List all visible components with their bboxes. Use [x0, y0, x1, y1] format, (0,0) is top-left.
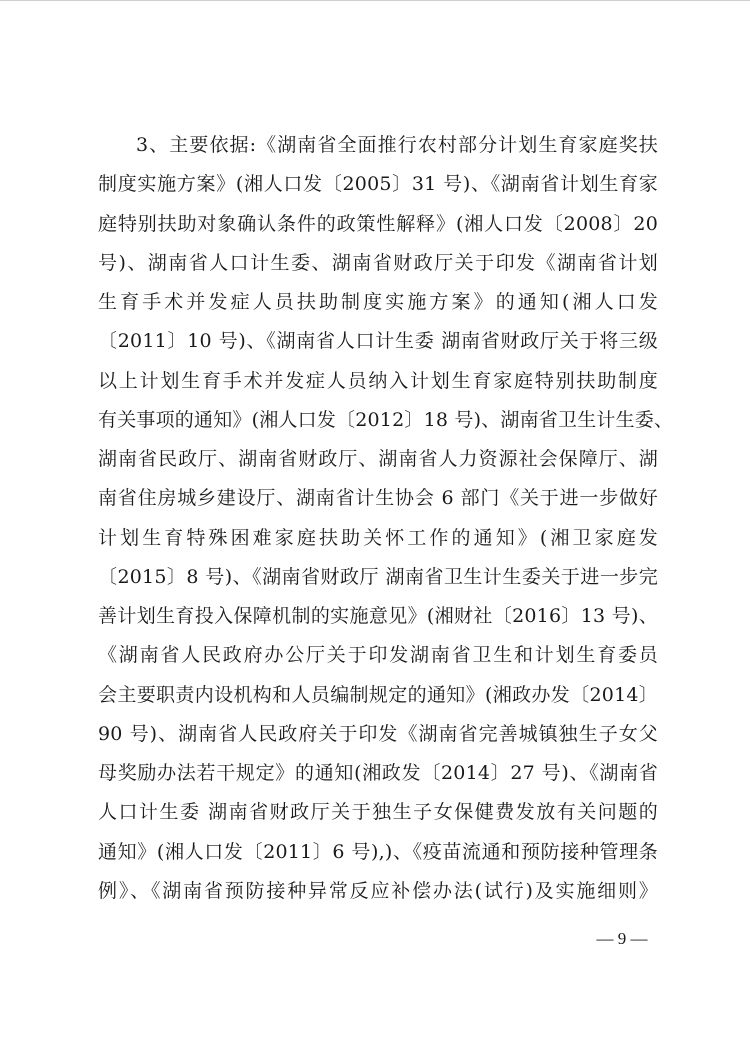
- paragraph-line: 湖南省民政厅、湖南省财政厅、湖南省人力资源社会保障厅、湖: [98, 448, 658, 470]
- paragraph-line: 庭特别扶助对象确认条件的政策性解释》(湘人口发〔2008〕20: [98, 212, 658, 235]
- paragraph-line: 通知》(湘人口发〔2011〕6 号),)、《疫苗流通和预防接种管理条: [98, 840, 658, 863]
- paragraph-line: 《湖南省人民政府办公厅关于印发湖南省卫生和计划生育委员: [98, 644, 658, 667]
- paragraph-line: 90 号)、湖南省人民政府关于印发《湖南省完善城镇独生子女父: [98, 722, 658, 745]
- paragraph-line: 善计划生育投入保障机制的实施意见》(湘财社〔2016〕13 号)、: [98, 605, 658, 627]
- paragraph-line: 有关事项的通知》(湘人口发〔2012〕18 号)、湖南省卫生计生委、: [98, 408, 674, 431]
- paragraph-line: 会主要职责内设机构和人员编制规定的通知》(湘政办发〔2014〕: [98, 683, 658, 706]
- page-number: — 9 —: [596, 929, 648, 948]
- paragraph-line: 〔2015〕8 号)、《湖南省财政厅 湖南省卫生计生委关于进一步完: [98, 565, 658, 588]
- page-top-edge: [0, 0, 750, 1]
- paragraph-line: 例》、《湖南省预防接种异常反应补偿办法(试行)及实施细则》: [98, 879, 658, 902]
- paragraph-line: 母奖励办法若干规定》的通知(湘政发〔2014〕27 号)、《湖南省: [98, 762, 658, 784]
- paragraph-line: 3、主要依据:《湖南省全面推行农村部分计划生育家庭奖扶: [136, 134, 658, 156]
- paragraph-line: 计划生育特殊困难家庭扶助关怀工作的通知》(湘卫家庭发: [98, 526, 658, 549]
- paragraph-line: 号)、湖南省人口计生委、湖南省财政厅关于印发《湖南省计划: [98, 251, 658, 274]
- paragraph-line: 人口计生委 湖南省财政厅关于独生子女保健费发放有关问题的: [98, 801, 658, 824]
- paragraph-line: 南省住房城乡建设厅、湖南省计生协会 6 部门《关于进一步做好: [98, 487, 658, 510]
- paragraph-line: 生育手术并发症人员扶助制度实施方案》的通知(湘人口发: [98, 291, 658, 313]
- paragraph-line: 制度实施方案》(湘人口发〔2005〕31 号)、《湖南省计划生育家: [98, 173, 658, 196]
- body-paragraph: [98, 126, 674, 911]
- paragraph-line: 以上计划生育手术并发症人员纳入计划生育家庭特别扶助制度: [98, 369, 658, 392]
- paragraph-line: 〔2011〕10 号)、《湖南省人口计生委 湖南省财政厅关于将三级: [98, 330, 658, 353]
